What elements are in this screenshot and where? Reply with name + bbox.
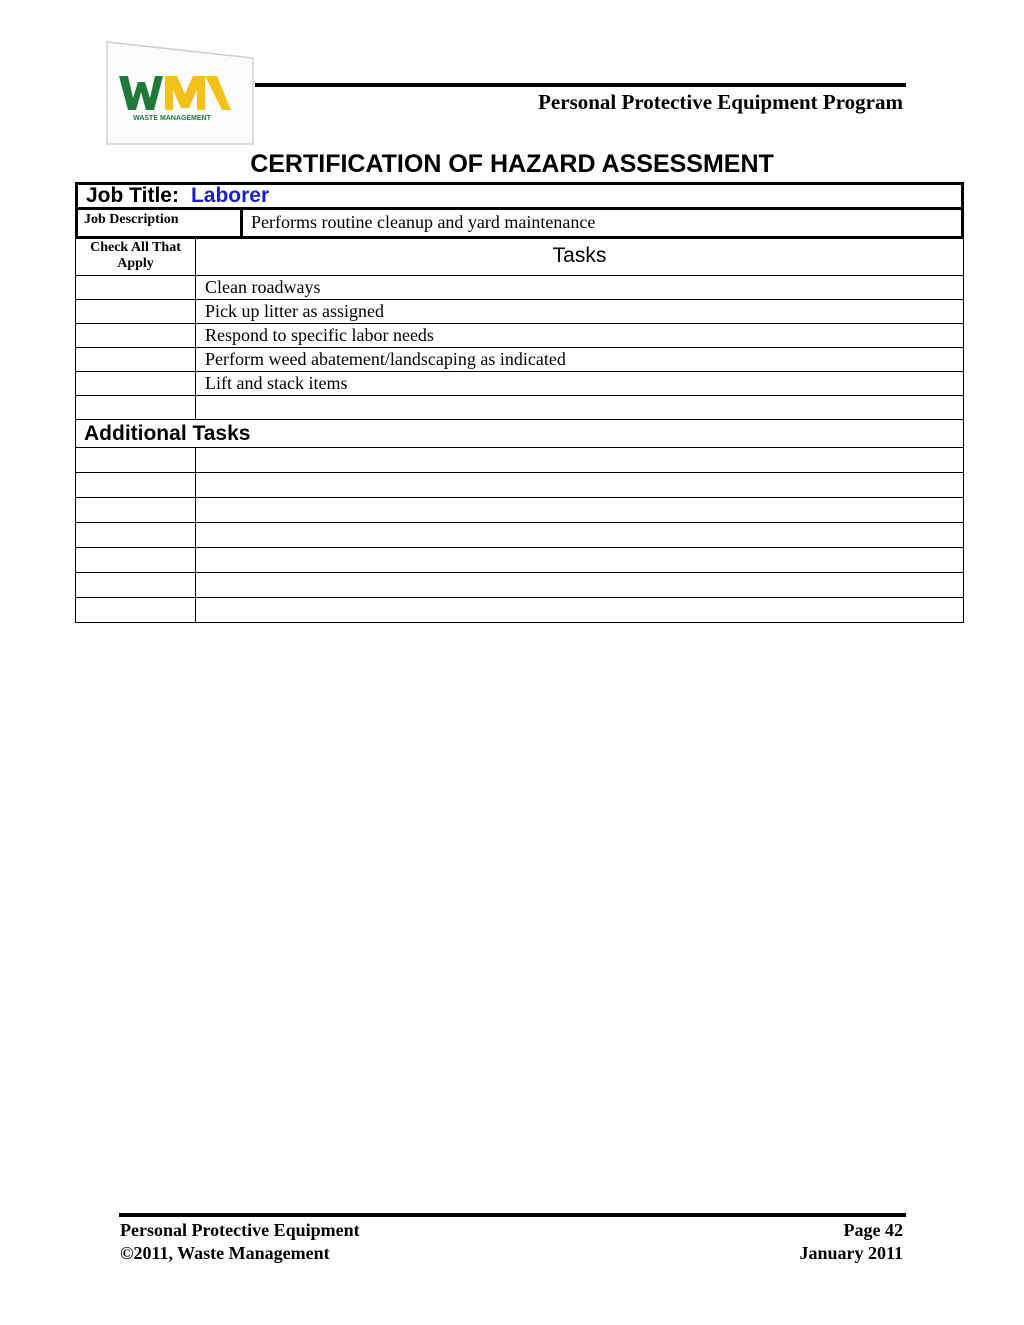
job-description-value: Performs routine cleanup and yard maintenance bbox=[251, 212, 596, 232]
table-row bbox=[76, 348, 963, 372]
program-title: Personal Protective Equipment Program bbox=[538, 90, 903, 114]
task-check-cell[interactable] bbox=[76, 324, 196, 347]
task-cell: Lift and stack items bbox=[205, 373, 348, 393]
task-cell: Respond to specific labor needs bbox=[205, 325, 434, 345]
page-footer bbox=[120, 1219, 903, 1265]
task-cell[interactable] bbox=[196, 573, 963, 597]
task-cell[interactable] bbox=[196, 548, 963, 572]
task-check-cell[interactable] bbox=[76, 300, 196, 323]
task-cell[interactable] bbox=[196, 523, 963, 547]
table-row bbox=[76, 523, 963, 548]
table-row bbox=[76, 473, 963, 498]
task-cell[interactable] bbox=[196, 473, 963, 497]
task-cell: Pick up litter as assigned bbox=[205, 301, 384, 321]
footer-date: January 2011 bbox=[799, 1243, 903, 1263]
job-description-row bbox=[75, 210, 964, 239]
footer-rule bbox=[119, 1213, 906, 1217]
task-cell: Clean roadways bbox=[205, 277, 321, 297]
svg-text:WASTE MANAGEMENT: WASTE MANAGEMENT bbox=[133, 115, 211, 122]
task-check-cell[interactable] bbox=[76, 523, 196, 547]
task-cell[interactable] bbox=[196, 498, 963, 522]
table-row bbox=[76, 573, 963, 598]
task-check-cell[interactable] bbox=[76, 348, 196, 371]
task-check-cell[interactable] bbox=[76, 498, 196, 522]
task-check-cell[interactable] bbox=[76, 598, 196, 622]
company-logo bbox=[105, 40, 255, 146]
additional-tasks-heading: Additional Tasks bbox=[76, 420, 963, 448]
table-row bbox=[76, 498, 963, 523]
task-check-cell[interactable] bbox=[76, 276, 196, 299]
table-row bbox=[76, 548, 963, 573]
task-check-cell[interactable] bbox=[76, 548, 196, 572]
table-row bbox=[76, 372, 963, 396]
table-row bbox=[76, 324, 963, 348]
tasks-header-row bbox=[76, 239, 963, 276]
task-cell[interactable] bbox=[196, 448, 963, 472]
task-cell: Perform weed abatement/landscaping as indicated bbox=[205, 349, 566, 369]
task-cell[interactable] bbox=[196, 598, 963, 622]
task-cell[interactable] bbox=[196, 396, 963, 419]
assessment-form bbox=[75, 182, 964, 623]
table-row bbox=[76, 276, 963, 300]
table-row bbox=[76, 300, 963, 324]
document-title: CERTIFICATION OF HAZARD ASSESSMENT bbox=[250, 150, 774, 178]
job-description-label: Job Description bbox=[78, 210, 243, 236]
task-check-cell[interactable] bbox=[76, 396, 196, 419]
job-title-value: Laborer bbox=[190, 184, 270, 207]
header-rule bbox=[255, 83, 906, 87]
tasks-table bbox=[75, 239, 964, 623]
table-row bbox=[76, 396, 963, 420]
task-check-cell[interactable] bbox=[76, 473, 196, 497]
table-row bbox=[76, 448, 963, 473]
copyright: ©2011, Waste Management bbox=[120, 1243, 330, 1263]
task-check-cell[interactable] bbox=[76, 573, 196, 597]
task-check-cell[interactable] bbox=[76, 448, 196, 472]
page-number: Page 42 bbox=[843, 1220, 903, 1240]
table-row bbox=[76, 598, 963, 623]
job-title-row bbox=[75, 182, 964, 210]
footer-document-name: Personal Protective Equipment bbox=[120, 1220, 360, 1240]
check-column-header: Check All That Apply bbox=[76, 239, 196, 275]
task-check-cell[interactable] bbox=[76, 372, 196, 395]
tasks-column-header: Tasks bbox=[552, 244, 607, 267]
job-title-label: Job Title: bbox=[86, 184, 179, 207]
